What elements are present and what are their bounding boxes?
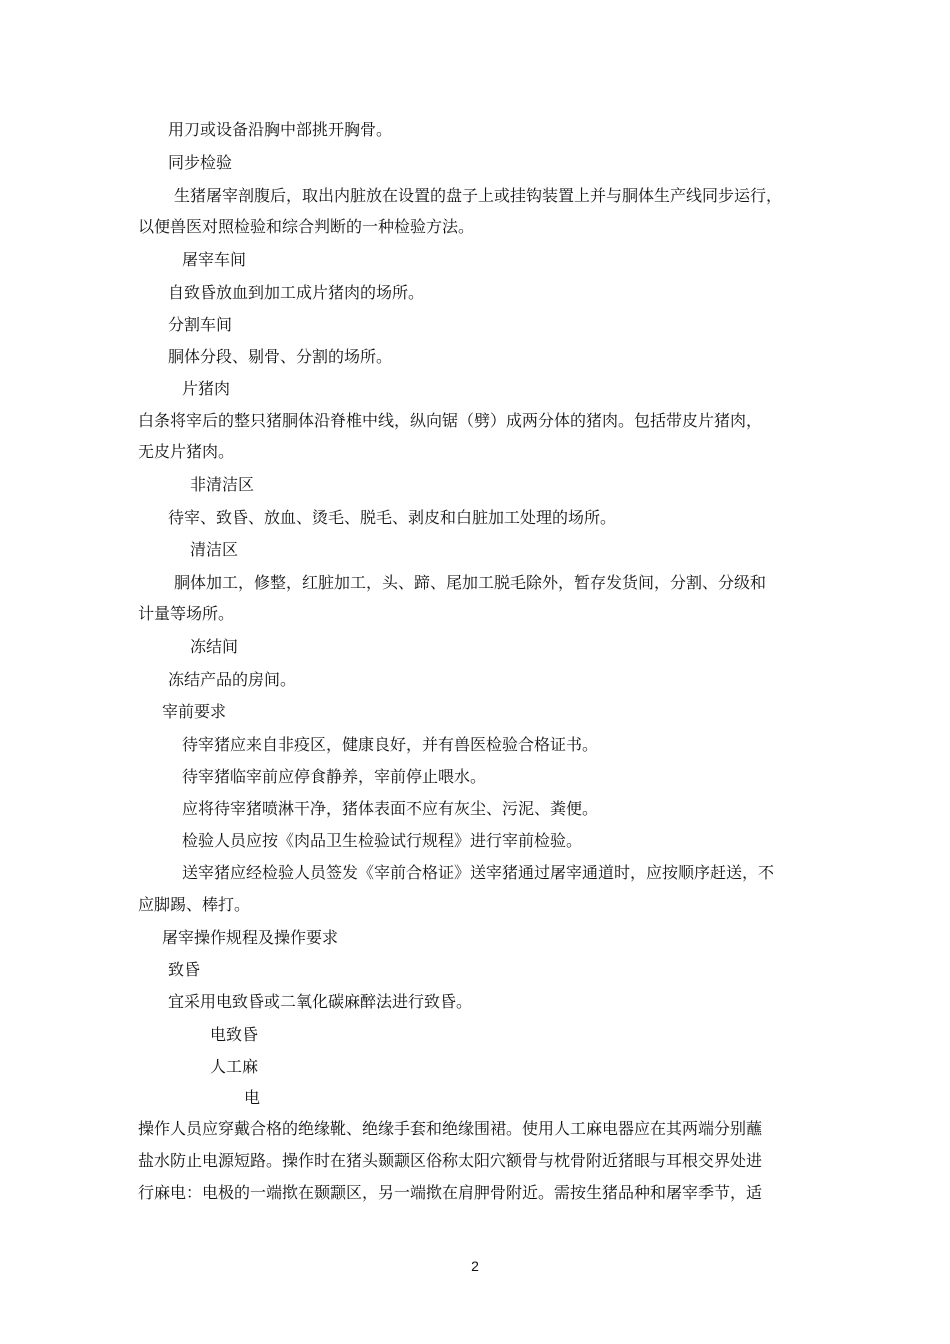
section-heading: 片猪肉 [182, 379, 231, 398]
text-line: 应脚踢、棒打。 [138, 895, 251, 914]
text-line: 应将待宰猪喷淋干净，猪体表面不应有灰尘、污泥、粪便。 [182, 799, 599, 818]
text-line: 待宰猪应来自非疫区，健康良好，并有兽医检验合格证书。 [182, 735, 599, 754]
section-heading: 同步检验 [168, 153, 233, 172]
text-line: 操作人员应穿戴合格的绝缘靴、绝缘手套和绝缘围裙。使用人工麻电器应在其两端分别蘸 [138, 1119, 763, 1138]
section-heading: 致昏 [168, 960, 201, 979]
text-line: 待宰、致昏、放血、烫毛、脱毛、剥皮和白脏加工处理的场所。 [168, 508, 617, 527]
text-line: 以便兽医对照检验和综合判断的一种检验方法。 [138, 217, 475, 236]
page-number: 2 [471, 1258, 479, 1274]
section-heading: 分割车间 [168, 315, 233, 334]
text-line: 无皮片猪肉。 [138, 442, 235, 461]
section-heading: 非清洁区 [190, 475, 255, 494]
text-line: 生猪屠宰剖腹后，取出内脏放在设置的盘子上或挂钩装置上并与胴体生产线同步运行， [174, 186, 783, 205]
section-heading: 屠宰操作规程及操作要求 [162, 928, 339, 947]
section-heading: 电 [244, 1088, 261, 1107]
text-line: 胴体分段、剔骨、分割的场所。 [168, 347, 393, 366]
text-line: 冻结产品的房间。 [168, 670, 297, 689]
section-heading: 冻结间 [190, 637, 239, 656]
text-line: 行麻电：电极的一端揿在颞颥区，另一端揿在肩胛骨附近。需按生猪品种和屠宰季节，适 [138, 1183, 763, 1202]
text-line: 胴体加工，修整，红脏加工，头、蹄、尾加工脱毛除外，暂存发货间，分割、分级和 [174, 573, 767, 592]
text-line: 自致昏放血到加工成片猪肉的场所。 [168, 283, 425, 302]
text-line: 待宰猪临宰前应停食静养，宰前停止喂水。 [182, 767, 487, 786]
text-line: 白条将宰后的整只猪胴体沿脊椎中线，纵向锯（劈）成两分体的猪肉。包括带皮片猪肉， [138, 411, 763, 430]
section-heading: 屠宰车间 [182, 250, 247, 269]
text-line: 计量等场所。 [138, 604, 235, 623]
text-line: 送宰猪应经检验人员签发《宰前合格证》送宰猪通过屠宰通道时，应按顺序赶送，不 [182, 863, 775, 882]
text-line: 用刀或设备沿胸中部挑开胸骨。 [168, 120, 393, 139]
section-heading: 清洁区 [190, 540, 239, 559]
section-heading: 人工麻 [210, 1057, 259, 1076]
section-heading: 宰前要求 [162, 702, 227, 721]
text-line: 宜采用电致昏或二氧化碳麻醉法进行致昏。 [168, 992, 473, 1011]
text-line: 盐水防止电源短路。操作时在猪头颞颥区俗称太阳穴额骨与枕骨附近猪眼与耳根交界处进 [138, 1151, 763, 1170]
section-heading: 电致昏 [210, 1025, 259, 1044]
text-line: 检验人员应按《肉品卫生检验试行规程》进行宰前检验。 [182, 831, 583, 850]
